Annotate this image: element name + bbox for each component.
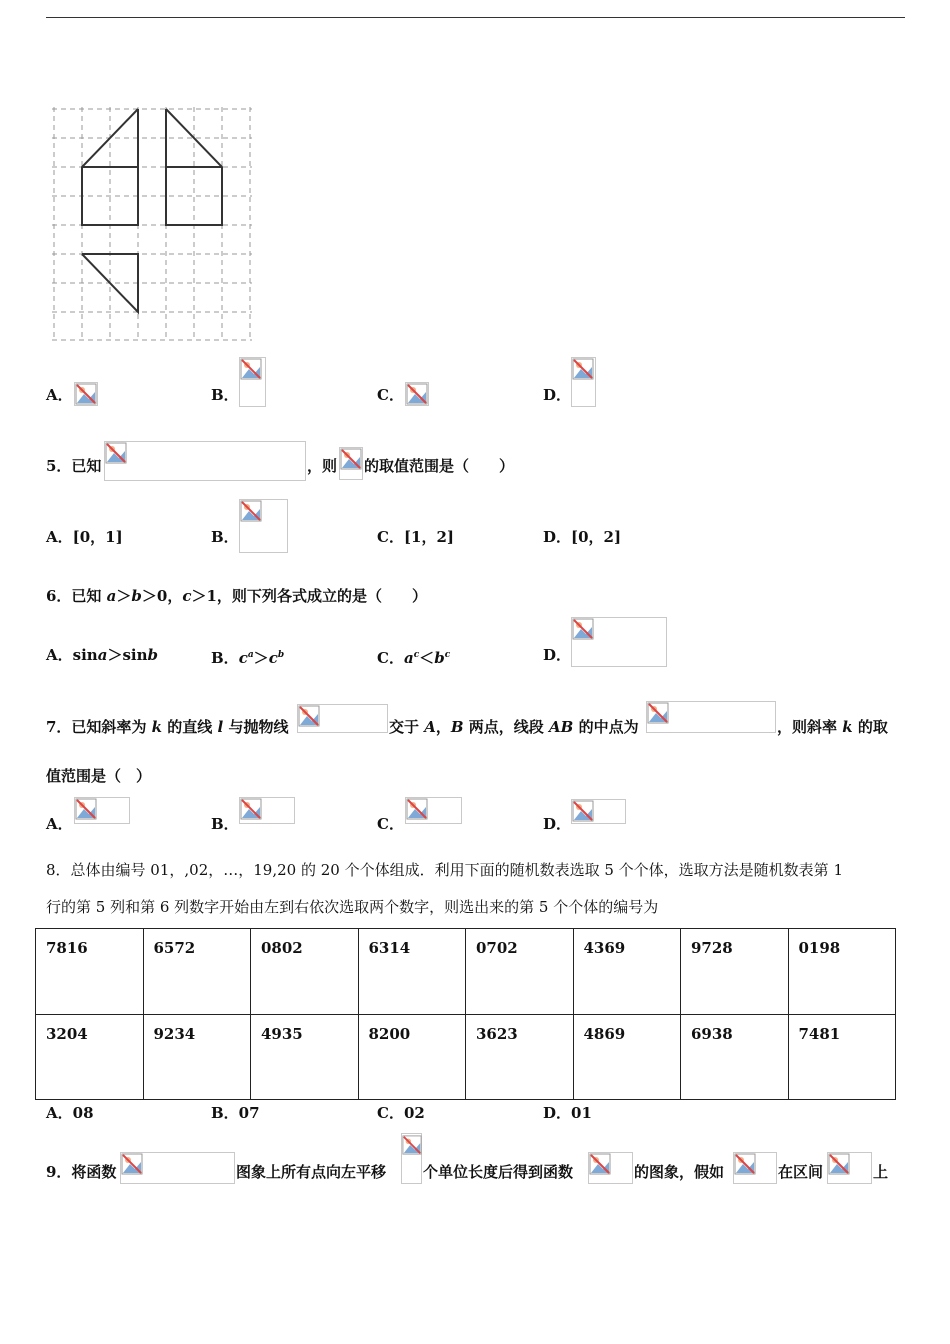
- q8-option-c: C．02: [377, 1104, 425, 1122]
- q6-gt: ＞: [116, 587, 132, 605]
- broken-image-icon: [75, 798, 97, 820]
- q7-stem-line-2: 值范围是（ ）: [46, 767, 152, 785]
- broken-image-icon: [406, 798, 428, 820]
- q6-option-a: [46, 645, 158, 665]
- q7-stem-part-3: [777, 717, 888, 737]
- q4-option-b-image: [239, 357, 266, 407]
- q9-function-image: [120, 1152, 235, 1184]
- table-cell: 3204: [36, 1014, 144, 1100]
- q5-option-d: D．[0，2]: [543, 528, 622, 546]
- random-number-table: [35, 928, 896, 1100]
- q7-var-A: A: [424, 718, 436, 736]
- q5-prefix: 5．已知: [46, 457, 102, 475]
- q6-option-c-exp-1: c: [413, 650, 420, 660]
- q6-option-c-exp-2: c: [444, 650, 451, 660]
- q7-text-9: 的取: [852, 718, 888, 736]
- q6-option-b-base-2: c: [268, 649, 278, 667]
- q6-text-3: ＞1，则下列各式成立的是（ ）: [191, 587, 427, 605]
- q5-condition-image: [104, 441, 306, 481]
- q6-option-a-text-2: ＞sin: [107, 646, 148, 664]
- q6-var-c: c: [182, 587, 192, 605]
- table-cell: 6314: [358, 929, 466, 1015]
- table-cell: 7481: [788, 1014, 896, 1100]
- q5-option-c: C．[1，2]: [377, 528, 455, 546]
- q9-text-3: 个单位长度后得到函数: [423, 1163, 574, 1181]
- q9-text-4: 的图象，假如: [634, 1163, 725, 1181]
- q8-option-b: B．07: [211, 1104, 260, 1122]
- q7-option-d-image: [571, 799, 626, 824]
- q8-stem-line-2: 行的第 5 列和第 6 列数字开始由左到右依次选取两个数字，则选出来的第 5 个个体的编号为: [46, 898, 659, 916]
- q7-var-k-2: k: [842, 718, 853, 736]
- table-row: [36, 1014, 896, 1100]
- three-view-figure: [52, 107, 254, 343]
- q7-var-l: l: [217, 718, 224, 736]
- q6-option-b-base-1: c: [238, 649, 248, 667]
- q7-option-b-image: [239, 797, 295, 824]
- broken-image-icon: [572, 358, 594, 380]
- q6-option-c-base-2: b: [434, 649, 445, 667]
- q6-option-d-image: [571, 617, 667, 667]
- broken-image-icon: [240, 358, 262, 380]
- q6-option-c-base-1: a: [403, 649, 414, 667]
- q5-mid: ，则: [307, 457, 338, 475]
- q7-parabola-image: [297, 704, 388, 733]
- q7-option-a-image: [74, 797, 130, 824]
- broken-image-icon: [828, 1153, 850, 1175]
- q7-option-c-image: [405, 797, 462, 824]
- q5-suffix: 的取值范围是（ ）: [364, 457, 515, 475]
- q5-option-b-image: [239, 499, 288, 553]
- broken-image-icon: [734, 1153, 756, 1175]
- table-cell: 6572: [143, 929, 251, 1015]
- q7-text-3: 与抛物线: [223, 718, 289, 736]
- q7-option-a-label: A．: [46, 815, 73, 833]
- q7-var-B: B: [450, 718, 464, 736]
- broken-image-icon: [340, 448, 362, 470]
- broken-image-icon: [240, 798, 262, 820]
- q6-option-b-label: B．: [211, 649, 239, 667]
- q7-text-8: ，则斜率: [777, 718, 843, 736]
- q7-option-b-label: B．: [211, 815, 239, 833]
- q6-option-c-lt: ＜: [419, 649, 435, 667]
- table-cell: 8200: [358, 1014, 466, 1100]
- q6-text-2: ＞0，: [141, 587, 183, 605]
- q6-option-b-gt: ＞: [253, 649, 269, 667]
- q7-text-7: 的中点为: [573, 718, 639, 736]
- q4-option-c-label: C．: [377, 386, 404, 404]
- table-cell: 3623: [466, 1014, 574, 1100]
- table-cell: 4869: [573, 1014, 681, 1100]
- q6-option-d-label: D．: [543, 646, 572, 664]
- q9-shift-image: [401, 1133, 422, 1184]
- broken-image-icon: [240, 500, 262, 522]
- broken-image-icon: [647, 702, 669, 724]
- q8-stem-line-1: 8．总体由编号 01，,02，…，19,20 的 20 个个体组成．利用下面的随机数表选取 5 个个体，选取方法是随机数表第 1: [46, 861, 843, 879]
- table-cell: 7816: [36, 929, 144, 1015]
- q9-new-function-image: [588, 1152, 633, 1184]
- table-cell: 9728: [681, 929, 789, 1015]
- q7-stem-part-1: [46, 717, 288, 737]
- q5-expression-image: [339, 447, 363, 480]
- q9-text-2: 图象上所有点向左平移: [236, 1163, 387, 1181]
- q4-option-c-image: [405, 382, 429, 406]
- q6-var-b: b: [131, 587, 142, 605]
- table-cell: 9234: [143, 1014, 251, 1100]
- q6-option-c-label: C．: [377, 649, 404, 667]
- table-cell: 4369: [573, 929, 681, 1015]
- q6-option-a-var-1: a: [97, 646, 108, 664]
- q6-option-b-exp-2: b: [277, 650, 285, 660]
- q4-option-b-label: B．: [211, 386, 239, 404]
- q9-condition-image: [733, 1152, 777, 1184]
- q9-interval-image: [827, 1152, 872, 1184]
- q6-text-1: 6．已知: [46, 587, 107, 605]
- q9-text-5: 在区间: [778, 1163, 824, 1181]
- q7-text-4: 交于: [389, 718, 425, 736]
- table-cell: 4935: [251, 1014, 359, 1100]
- q7-var-k: k: [151, 718, 163, 736]
- q7-option-d-label: D．: [543, 815, 572, 833]
- q6-option-a-text-1: sin: [72, 646, 98, 664]
- broken-image-icon: [402, 1134, 422, 1156]
- header-rule: [46, 17, 905, 18]
- broken-image-icon: [298, 705, 320, 727]
- broken-image-icon: [589, 1153, 611, 1175]
- q4-option-d-image: [571, 357, 596, 407]
- broken-image-icon: [572, 618, 594, 640]
- q6-option-b-exp-1: a: [247, 650, 254, 660]
- q8-option-a: A．08: [46, 1104, 94, 1122]
- q7-var-AB: AB: [549, 718, 574, 736]
- q9-text-1: 9．将函数: [46, 1163, 117, 1181]
- broken-image-icon: [572, 800, 594, 822]
- q7-text-6: 两点，线段: [463, 718, 550, 736]
- q7-midpoint-image: [646, 701, 776, 733]
- q6-option-a-var-2: b: [147, 646, 158, 664]
- table-row: [36, 929, 896, 1015]
- q7-text-5: ，: [435, 718, 451, 736]
- q6-var-a: a: [106, 587, 117, 605]
- q7-stem-part-2: [389, 717, 639, 737]
- q6-option-c: [377, 645, 450, 668]
- q9-text-6: 上: [873, 1163, 889, 1181]
- q6-stem: [46, 586, 427, 606]
- broken-image-icon: [75, 383, 97, 405]
- broken-image-icon: [406, 383, 428, 405]
- q7-text-2: 的直线: [162, 718, 218, 736]
- table-cell: 6938: [681, 1014, 789, 1100]
- broken-image-icon: [105, 442, 127, 464]
- q8-option-d: D．01: [543, 1104, 592, 1122]
- table-cell: 0802: [251, 929, 359, 1015]
- table-cell: 0198: [788, 929, 896, 1015]
- q7-option-c-label: C．: [377, 815, 404, 833]
- q6-option-a-label: A．: [46, 646, 73, 664]
- q4-option-a-label: A．: [46, 386, 73, 404]
- q6-option-b: [211, 645, 284, 668]
- q5-option-a: A．[0，1]: [46, 528, 123, 546]
- table-cell: 0702: [466, 929, 574, 1015]
- q7-text-1: 7．已知斜率为: [46, 718, 152, 736]
- q4-option-a-image: [74, 382, 98, 406]
- q4-option-d-label: D．: [543, 386, 572, 404]
- broken-image-icon: [121, 1153, 143, 1175]
- q5-option-b-label: B．: [211, 528, 239, 546]
